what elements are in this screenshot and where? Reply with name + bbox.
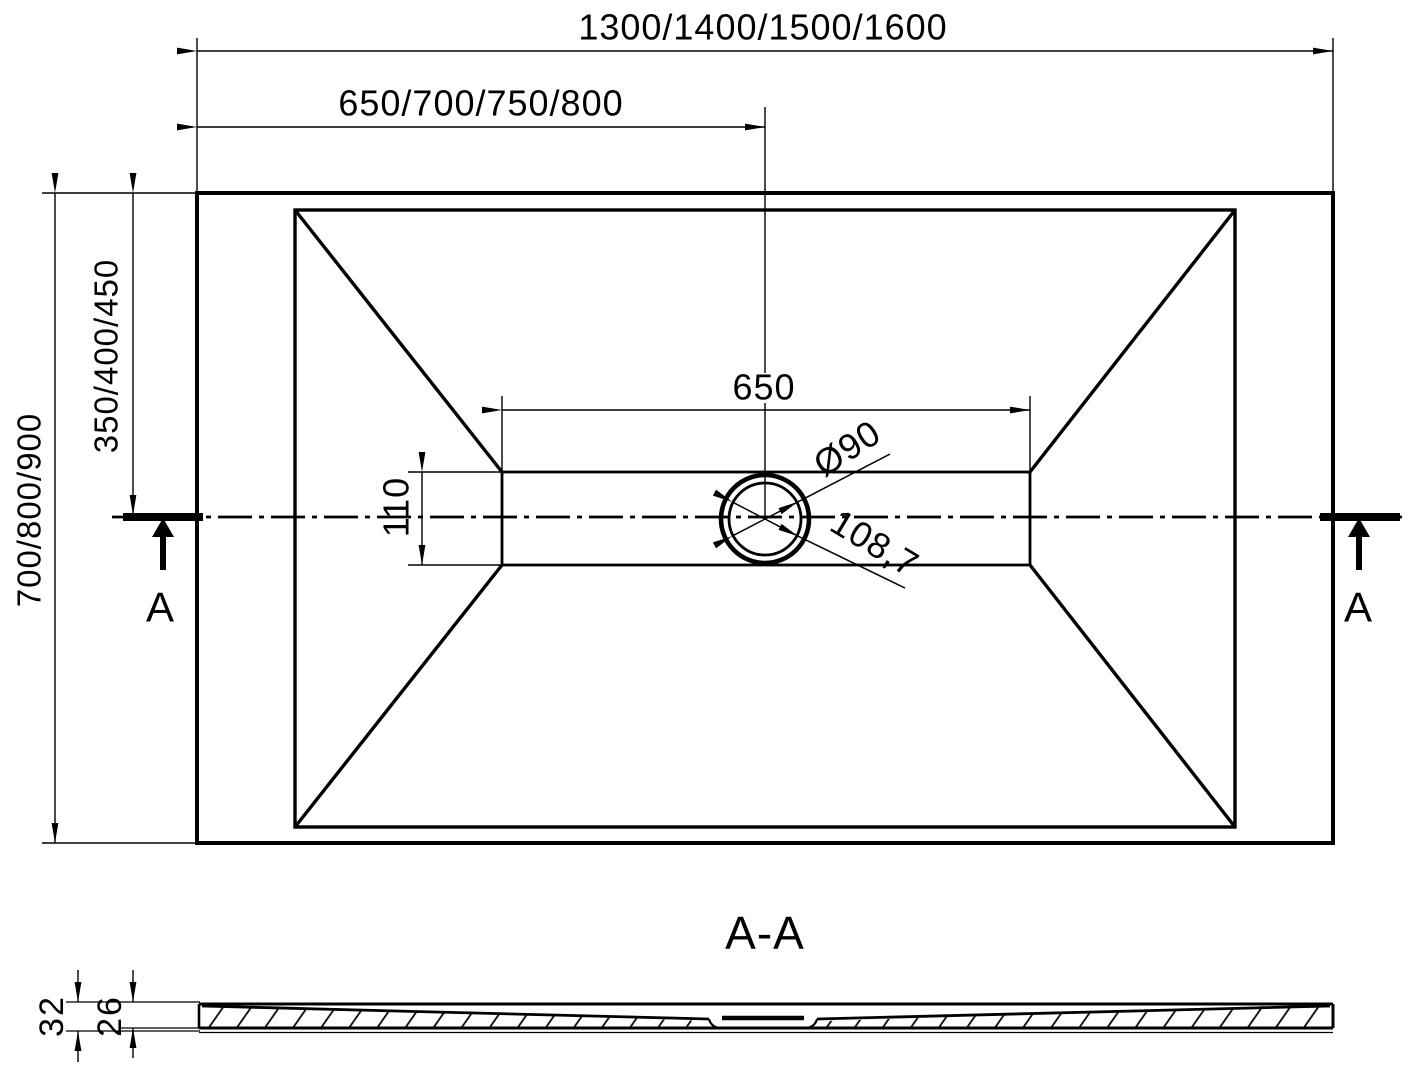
top-view-labels	[11, 7, 1373, 631]
label-drain-outer-diameter: 108,7	[823, 500, 927, 586]
slope-edge-top-left	[295, 210, 502, 472]
label-overall-depth: 700/800/900	[10, 412, 48, 608]
slope-edge-bottom-left	[295, 565, 502, 827]
label-depth-to-drain: 350/400/450	[87, 258, 125, 454]
label-width-to-drain: 650/700/750/800	[338, 82, 624, 124]
label-section-title: A-A	[725, 907, 805, 959]
label-section-a-right: A	[1343, 583, 1373, 631]
label-drain-diameter: Ø90	[806, 411, 888, 485]
section-arrow-left	[152, 518, 174, 570]
label-base-thickness: 26	[91, 995, 129, 1037]
label-total-height: 32	[33, 995, 71, 1037]
top-view	[42, 38, 1402, 843]
label-channel-width: 110	[375, 476, 417, 538]
label-overall-width: 1300/1400/1500/1600	[578, 6, 948, 48]
label-section-a-left: A	[145, 583, 175, 631]
slope-edge-top-right	[1030, 210, 1235, 472]
section-arrow-right	[1348, 518, 1370, 570]
section-view	[66, 970, 1333, 1062]
slope-edge-bottom-right	[1030, 565, 1235, 827]
label-channel-length: 650	[732, 366, 796, 408]
